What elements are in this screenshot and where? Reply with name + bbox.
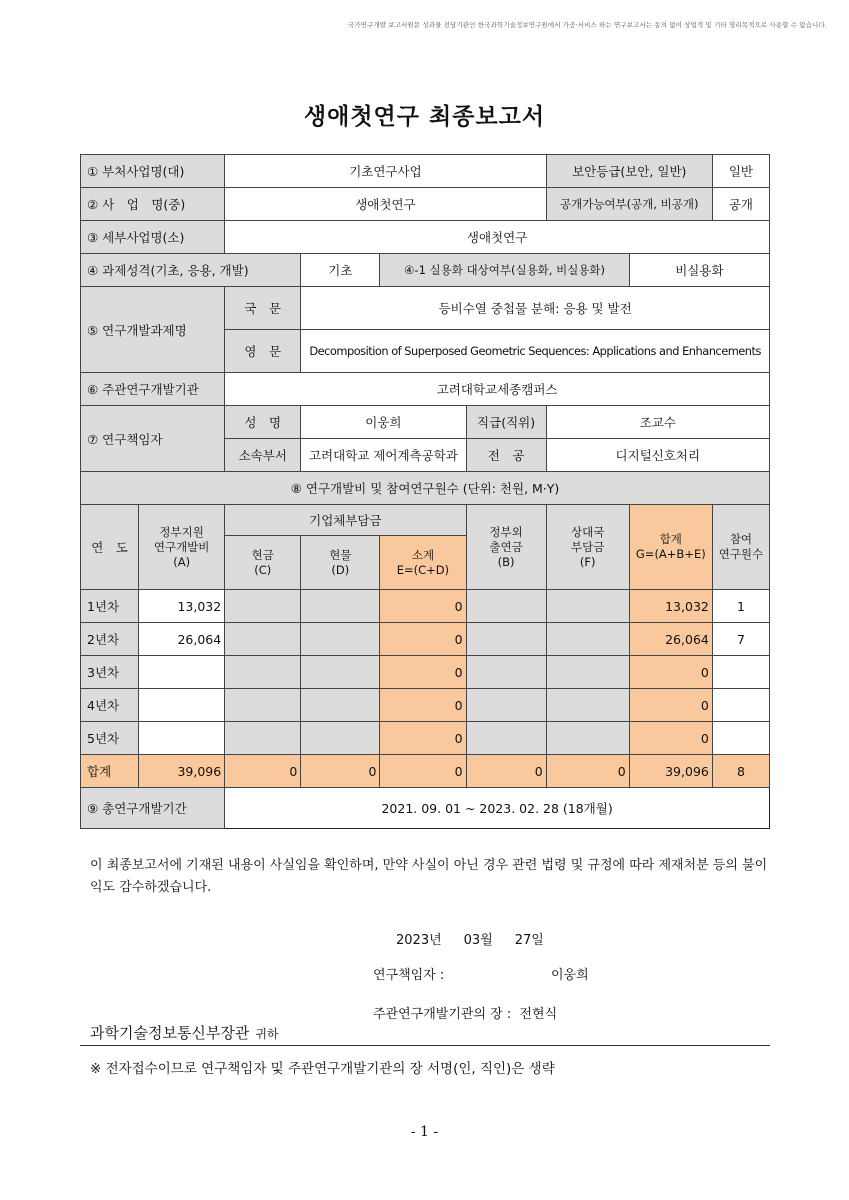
table-row: 2년차 26,064 0 26,064 7 [81,623,770,656]
r3-label: ③ 세부사업명(소) [81,221,225,254]
r7-major-label: 전 공 [466,439,546,472]
col-gov: 정부지원 연구개발비 (A) [139,505,225,590]
col-partner: 상대국 부담금 (F) [546,505,629,590]
table-row: 3년차 0 0 [81,656,770,689]
col-subtotal: 소계 E=(C+D) [380,536,466,590]
r5-kr-label: 국 문 [225,287,301,330]
r1-label: ① 부처사업명(대) [81,155,225,188]
r5-en-value: Decomposition of Superposed Geometric Sequences: Applications and Enhancements [301,330,770,373]
col-inkind: 현물 (D) [301,536,380,590]
copyright-notice: 국가연구개발 보고서원문 성과물 전담기관인 한국과학기술정보연구원에서 가공·서비스 하는 연구보고서는 동의 없이 상업적 및 기타 영리목적으로 사용할 수 없습니다. [347,21,827,29]
confirmation-statement: 이 최종보고서에 기재된 내용이 사실임을 확인하며, 만약 사실이 아닌 경우 관련 법령 및 규정에 따라 제재처분 등의 불이익도 감수하겠습니다. [90,858,768,895]
r2-label: ② 사 업 명(중) [81,188,225,221]
r2-label2: 공개가능여부(공개, 비공개) [546,188,712,221]
col-company: 기업체부담금 [225,505,466,536]
sum-row: 합계 39,096 0 0 0 0 0 39,096 8 [81,755,770,788]
r7-name-label: 성 명 [225,406,301,439]
r4-label2: ④-1 실용화 대상여부(실용화, 비실용화) [380,254,629,287]
col-total: 합계 G=(A+B+E) [629,505,712,590]
col-year: 연 도 [81,505,139,590]
signature-omission-note: ※ 전자접수이므로 연구책임자 및 주관연구개발기관의 장 서명(인, 직인)은 생략 [90,1061,555,1077]
page-title: 생애첫연구 최종보고서 [303,104,546,130]
divider [80,1045,770,1046]
page-number: - 1 - [410,1124,439,1140]
principal-investigator: 연구책임자 : 이웅희 [373,968,589,983]
r7-pos: 조교수 [546,406,769,439]
r4-value2: 비실용화 [629,254,769,287]
report-date: 2023년 03월 27일 [396,933,544,948]
col-cash: 현금 (C) [225,536,301,590]
r3-value: 생애첫연구 [225,221,770,254]
r7-pos-label: 직급(직위) [466,406,546,439]
table-row: 4년차 0 0 [81,689,770,722]
r7-dept-label: 소속부서 [225,439,301,472]
r4-label: ④ 과제성격(기초, 응용, 개발) [81,254,301,287]
table-row: 1년차 13,032 0 13,032 1 [81,590,770,623]
budget-heading: ⑧ 연구개발비 및 참여연구원수 (단위: 천원, M·Y) [81,472,770,505]
r2-value: 생애첫연구 [225,188,546,221]
r6-label: ⑥ 주관연구개발기관 [81,373,225,406]
r5-en-label: 영 문 [225,330,301,373]
period-value: 2021. 09. 01 ~ 2023. 02. 28 (18개월) [225,788,770,829]
r7-name: 이웅희 [301,406,466,439]
r5-label: ⑤ 연구개발과제명 [81,287,225,373]
r5-kr-value: 등비수열 중첩물 분해: 응용 및 발전 [301,287,770,330]
institution-head: 주관연구개발기관의 장 : 전현식 [373,1007,558,1022]
r1-label2: 보안등급(보안, 일반) [546,155,712,188]
table-row: 5년차 0 0 [81,722,770,755]
r1-value: 기초연구사업 [225,155,546,188]
addressee: 과학기술정보통신부장관 귀하 [90,1024,279,1042]
col-nongov: 정부외 출연금 (B) [466,505,546,590]
r7-label: ⑦ 연구책임자 [81,406,225,472]
r1-value2: 일반 [712,155,769,188]
r4-value: 기초 [301,254,380,287]
r7-dept: 고려대학교 제어계측공학과 [301,439,466,472]
report-summary-table [80,154,770,829]
r2-value2: 공개 [712,188,769,221]
r7-major: 디지털신호처리 [546,439,769,472]
period-label: ⑨ 총연구개발기간 [81,788,225,829]
col-staff: 참여 연구원수 [712,505,769,590]
r6-value: 고려대학교세종캠퍼스 [225,373,770,406]
